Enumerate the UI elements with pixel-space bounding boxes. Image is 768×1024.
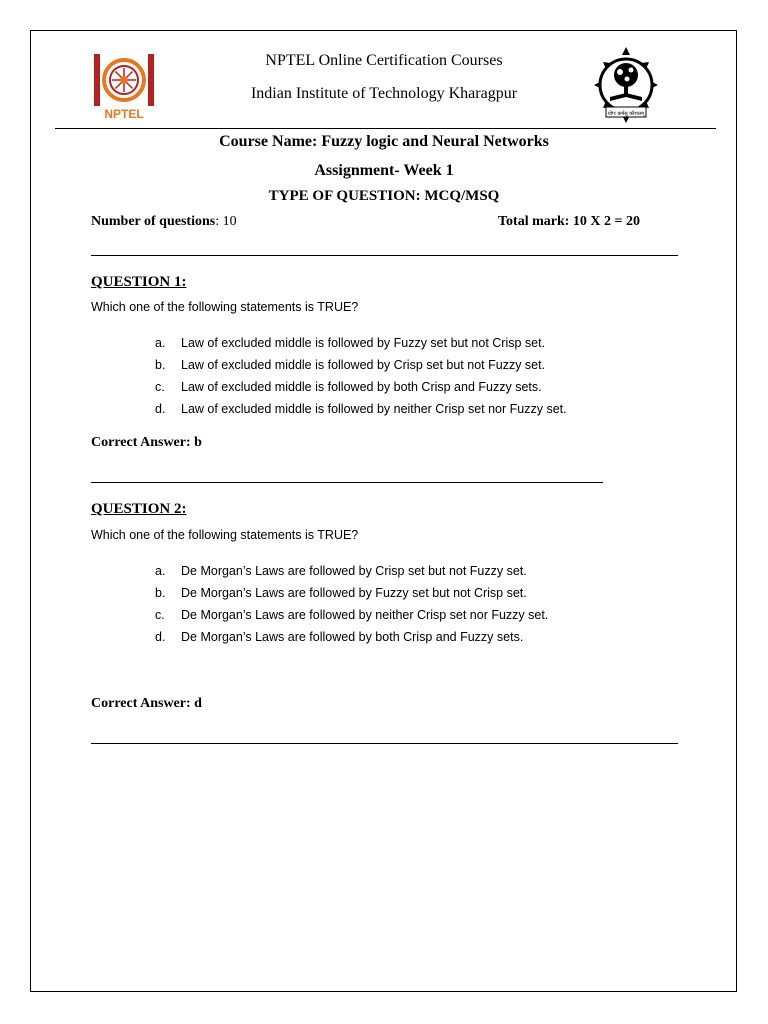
question-divider <box>91 743 678 744</box>
option-text: Law of excluded middle is followed by Fuzzy set but not Crisp set. <box>181 336 546 350</box>
option-letter: b. <box>155 358 166 372</box>
question-1-heading: QUESTION 1: <box>91 274 187 290</box>
number-of-questions-label: Number of questions <box>91 214 216 229</box>
option-text: Law of excluded middle is followed by Crisp set but not Fuzzy set. <box>181 358 546 372</box>
option-text: De Morgan’s Laws are followed by neither Crisp set nor Fuzzy set. <box>181 608 549 622</box>
option-text: De Morgan’s Laws are followed by both Crisp and Fuzzy sets. <box>181 630 524 644</box>
option-b <box>155 354 567 376</box>
question-1-options <box>155 332 567 420</box>
assignment-title: Assignment- Week 1 <box>314 162 454 179</box>
total-mark: Total mark: 10 X 2 = 20 <box>498 214 641 229</box>
question-1-answer: Correct Answer: b <box>91 435 202 450</box>
question-type: TYPE OF QUESTION: MCQ/MSQ <box>268 188 500 204</box>
question-2-text: Which one of the following statements is TRUE? <box>91 528 359 542</box>
option-d <box>155 626 548 648</box>
iit-logo-motto: योगः कर्मसु कौशलम् <box>607 111 645 117</box>
question-divider <box>91 482 603 483</box>
number-of-questions <box>91 214 237 230</box>
option-text: De Morgan’s Laws are followed by Crisp set but not Fuzzy set. <box>181 564 527 578</box>
question-1-text: Which one of the following statements is TRUE? <box>91 300 359 314</box>
institute-title: Indian Institute of Technology Kharagpur <box>250 85 518 102</box>
option-text: Law of excluded middle is followed by both Crisp and Fuzzy sets. <box>181 380 542 394</box>
nptel-logo-text: NPTEL <box>104 107 144 121</box>
header-divider <box>55 128 716 129</box>
option-text: Law of excluded middle is followed by neither Crisp set nor Fuzzy set. <box>181 402 567 416</box>
course-name: Course Name: Fuzzy logic and Neural Networks <box>219 133 549 150</box>
option-letter: c. <box>155 380 165 394</box>
option-text: De Morgan’s Laws are followed by Fuzzy set but not Crisp set. <box>181 586 527 600</box>
option-letter: a. <box>155 564 166 578</box>
option-a <box>155 560 548 582</box>
option-c <box>155 376 567 398</box>
option-d <box>155 398 567 420</box>
option-c <box>155 604 548 626</box>
option-letter: d. <box>155 630 166 644</box>
section-divider <box>91 255 678 256</box>
number-of-questions-value: : 10 <box>215 214 237 229</box>
option-letter: c. <box>155 608 165 622</box>
option-letter: d. <box>155 402 166 416</box>
org-title: NPTEL Online Certification Courses <box>265 52 503 69</box>
question-2-answer: Correct Answer: d <box>91 696 202 711</box>
option-b <box>155 582 548 604</box>
option-letter: a. <box>155 336 166 350</box>
question-2-heading: QUESTION 2: <box>91 501 187 517</box>
question-2-options <box>155 560 548 648</box>
option-letter: b. <box>155 586 166 600</box>
option-a <box>155 332 567 354</box>
